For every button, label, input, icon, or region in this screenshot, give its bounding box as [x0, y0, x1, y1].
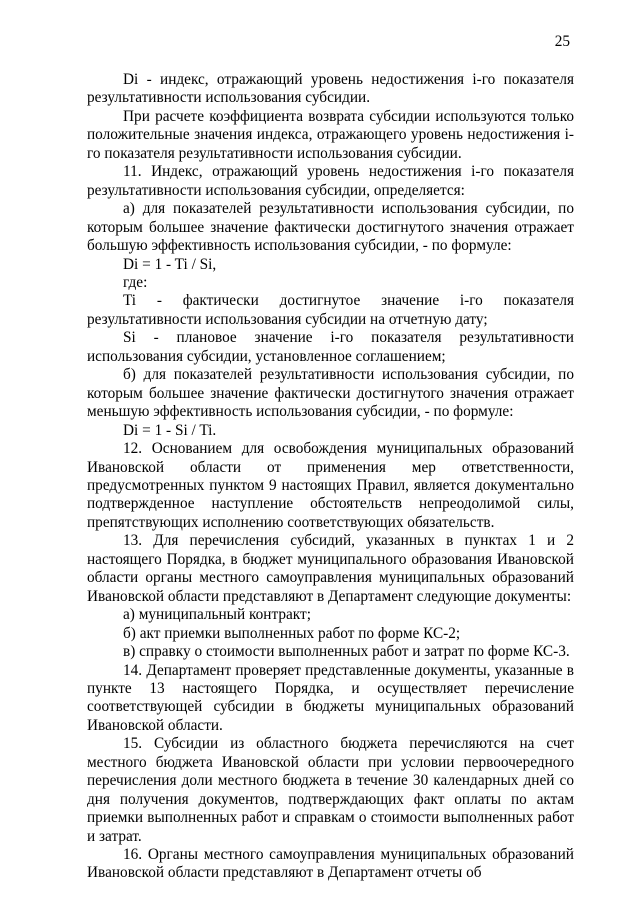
paragraph-item-11a: а) для показателей результативности использования субсидии, по которым большее значение фактически достигнутого значения отражает большую эффективность использования субсидии, - по формуле: [87, 200, 574, 255]
paragraph-ti-definition: Ti - фактически достигнутое значение i-го показателя результативности использования субсидии на отчетную дату; [87, 292, 574, 328]
document-body [87, 71, 574, 883]
formula-a: Di = 1 - Ti / Si, [123, 255, 217, 273]
paragraph-item-11b: б) для показателей результативности использования субсидии, по которым большее значение фактически достигнутого значения отражает меньшую эффективность использования субсидии, - по формуле: [87, 366, 574, 421]
paragraph-item-12: 12. Основанием для освобождения муниципальных образований Ивановской области от применения мер ответственности, предусмотренных пунктом 9 настоящих Правил, является документально подтвержденное наступление обстоятельств непреодолимой силы, препятствующих исполнению соответствующих обязательств. [87, 440, 574, 531]
paragraph-item-11: 11. Индекс, отражающий уровень недостижения i-го показателя результативности использования субсидии, определяется: [87, 163, 574, 199]
list-item-ks3: в) справку о стоимости выполненных работ и затрат по форме КС-3. [123, 643, 570, 661]
paragraph-index-definition: Di - индекс, отражающий уровень недостижения i-го показателя результативности использования субсидии. [87, 71, 574, 107]
list-item-ks2: б) акт приемки выполненных работ по форме КС-2; [123, 624, 461, 642]
paragraph-si-definition: Si - плановое значение i-го показателя результативности использования субсидии, установленное соглашением; [87, 329, 574, 365]
paragraph-positive-values: При расчете коэффициента возврата субсидии используются только положительные значения индекса, отражающего уровень недостижения i-го показателя результативности использования субсидии. [87, 107, 574, 162]
where-label: где: [123, 273, 148, 291]
paragraph-item-15: 15. Субсидии из областного бюджета перечисляются на счет местного бюджета Ивановской области при условии первоочередного перечисления доли местного бюджета в течение 30 календарных дней со дня получения документов, подтверждающих факт оплаты по актам приемки выполненных работ и справкам о стоимости выполненных работ и затрат. [87, 735, 574, 845]
paragraph-item-16: 16. Органы местного самоуправления муниципальных образований Ивановской области представляют в Департамент отчеты об [87, 846, 574, 882]
formula-b: Di = 1 - Si / Ti. [123, 421, 217, 439]
paragraph-item-14: 14. Департамент проверяет представленные документы, указанные в пункте 13 настоящего Порядка, и осуществляет перечисление соответствующей субсидии в бюджеты муниципальных образований Ивановской области. [87, 661, 574, 734]
paragraph-item-13: 13. Для перечисления субсидий, указанных в пунктах 1 и 2 настоящего Порядка, в бюджет муниципального образования Ивановской области органы местного самоуправления муниципальных образований Ивановской области представляют в Департамент следующие документы: [87, 532, 574, 605]
page-number: 25 [554, 33, 570, 50]
list-item-contract: а) муниципальный контракт; [123, 606, 311, 624]
